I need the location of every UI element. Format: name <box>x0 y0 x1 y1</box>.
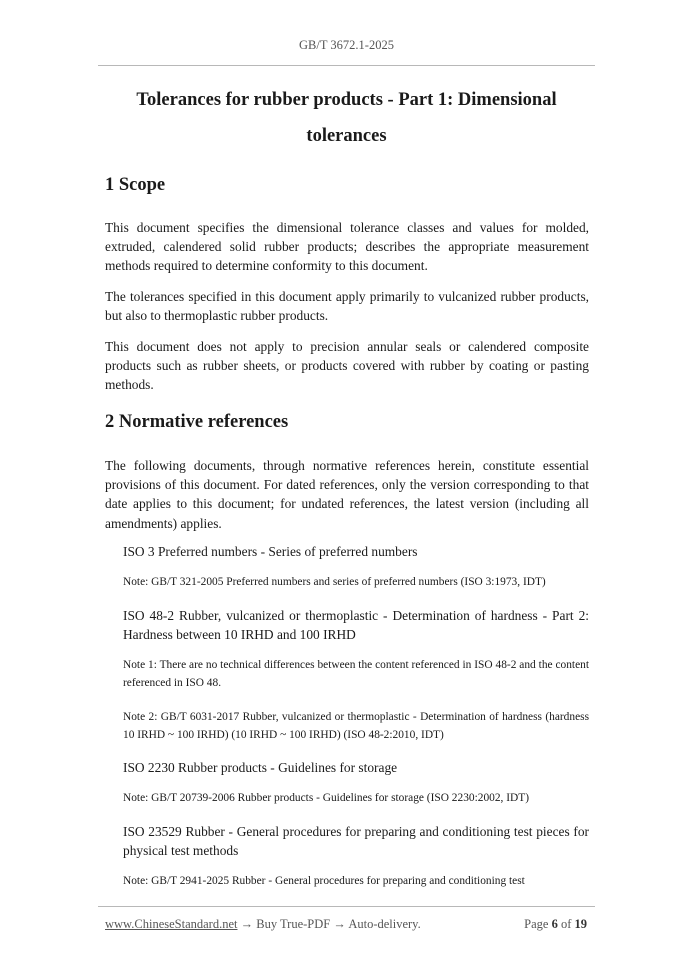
document-title-line-2: tolerances <box>306 126 387 146</box>
footer-divider <box>98 906 595 907</box>
current-page-number: 6 <box>551 917 558 931</box>
scope-paragraph-1: This document specifies the dimensional tolerance classes and values for molded, extruded, calendered solid rubber products; describes the appropriate measurement methods required to determine conformity to this document. <box>105 220 589 274</box>
reference-note: Note 1: There are no technical differences between the content referenced in ISO 48-2 and the content referenced in ISO 48. <box>123 659 589 689</box>
total-page-count: 19 <box>574 917 587 931</box>
chinese-standard-link[interactable]: www.ChineseStandard.net <box>105 917 238 931</box>
footer-links <box>105 917 421 932</box>
page-of-label: of <box>560 917 572 931</box>
section-heading-scope: 1 Scope <box>105 175 166 195</box>
reference-iso-48-2: ISO 48-2 Rubber, vulcanized or thermoplastic - Determination of hardness - Part 2: Hardness between 10 IRHD and 100 IRHD <box>123 608 589 643</box>
buy-true-pdf-link[interactable]: Buy True-PDF <box>256 917 331 931</box>
page-label: Page <box>524 917 549 931</box>
reference-note: Note: GB/T 20739-2006 Rubber products - Guidelines for storage (ISO 2230:2002, IDT) <box>123 792 529 804</box>
page-indicator <box>524 917 587 932</box>
arrow-right-icon: → <box>333 917 346 931</box>
reference-note: Note: GB/T 321-2005 Preferred numbers and series of preferred numbers (ISO 3:1973, IDT) <box>123 576 546 588</box>
arrow-right-icon: → <box>240 917 254 931</box>
section-heading-normative-references: 2 Normative references <box>105 412 289 432</box>
reference-note: Note: GB/T 2941-2025 Rubber - General procedures for preparing and conditioning test <box>123 875 525 887</box>
reference-iso-2230: ISO 2230 Rubber products - Guidelines for storage <box>123 760 398 775</box>
normative-references-intro: The following documents, through normative references herein, constitute essential provisions of this document. For dated references, only the version corresponding to that date applies to this document; for undated references, the latest version (including all amendments) applies. <box>105 458 589 531</box>
scope-paragraph-2: The tolerances specified in this document apply primarily to vulcanized rubber products, but also to thermoplastic rubber products. <box>105 289 589 324</box>
reference-note: Note 2: GB/T 6031-2017 Rubber, vulcanized or thermoplastic - Determination of hardness (hardness 10 IRHD ~ 100 IRHD) (10 IRHD ~ 100 IRHD) (ISO 48-2:2010, IDT) <box>123 711 589 741</box>
header-divider <box>98 65 595 66</box>
auto-delivery-text: Auto-delivery. <box>348 917 421 931</box>
document-number-header: GB/T 3672.1-2025 <box>299 38 394 52</box>
scope-paragraph-3: This document does not apply to precision annular seals or calendered composite products such as rubber sheets, or products covered with rubber by coating or pasting methods. <box>105 339 589 393</box>
document-title-line-1: Tolerances for rubber products - Part 1: Dimensional <box>136 90 557 110</box>
reference-iso-3: ISO 3 Preferred numbers - Series of preferred numbers <box>123 544 418 559</box>
reference-iso-23529: ISO 23529 Rubber - General procedures for preparing and conditioning test pieces for physical test methods <box>123 824 589 859</box>
